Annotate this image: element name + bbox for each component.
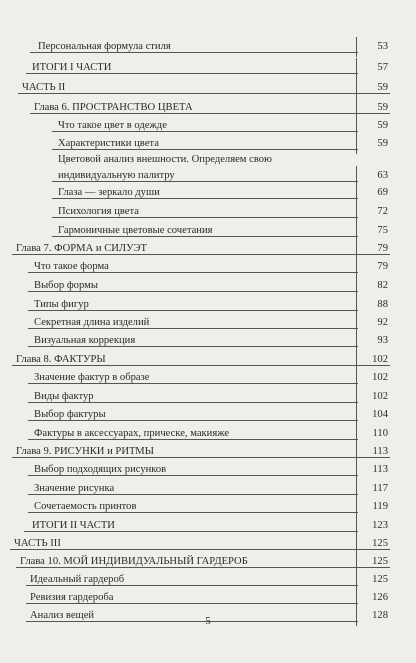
toc-entry-page: 92 — [377, 317, 388, 328]
toc-underline — [26, 585, 358, 586]
toc-underline — [10, 549, 390, 550]
toc-entry-title: Виды фактур — [34, 391, 94, 402]
toc-underline — [28, 475, 358, 476]
toc-entry — [0, 368, 416, 388]
toc-underline — [52, 198, 358, 199]
toc-underline — [52, 131, 358, 132]
toc-entry-title: Персональная формула стиля — [38, 41, 171, 52]
toc-divider — [356, 295, 357, 315]
toc-entry-title: Цветовой анализ внешности. Определяем свою — [58, 154, 272, 165]
toc-divider — [356, 497, 357, 517]
toc-entry-title: Ревизия гардероба — [30, 592, 114, 603]
toc-entry-page: 75 — [377, 225, 388, 236]
toc-entry-title: Идеальный гардероб — [30, 574, 125, 585]
toc-entry — [0, 552, 416, 572]
toc-entry-page: 102 — [372, 391, 388, 402]
toc-entry — [0, 534, 416, 554]
toc-entry — [0, 387, 416, 407]
toc-entry-page: 104 — [372, 409, 388, 420]
toc-entry-title: Глаза — зеркало души — [58, 187, 160, 198]
toc-entry — [0, 116, 416, 136]
toc-divider — [356, 387, 357, 407]
toc-underline — [28, 328, 358, 329]
toc-underline — [16, 567, 390, 568]
toc-entry — [0, 221, 416, 241]
page-number: 5 — [205, 615, 211, 627]
toc-entry-title: Что такое цвет в одежде — [58, 120, 167, 131]
toc-entry-title: Глава 7. ФОРМА и СИЛУЭТ — [16, 243, 147, 254]
toc-underline — [28, 291, 358, 292]
toc-entry-title: Анализ вещей — [30, 610, 95, 621]
toc-entry-page: 59 — [377, 82, 388, 93]
toc-entry — [0, 350, 416, 370]
toc-divider — [356, 516, 357, 536]
toc-entry-title: Фактуры в аксессуарах, прическе, макияже — [34, 428, 230, 439]
toc-divider — [356, 239, 357, 259]
toc-entry-page: 72 — [377, 206, 388, 217]
toc-underline — [52, 181, 358, 182]
toc-entry — [0, 257, 416, 277]
toc-entry-title: Значение фактур в образе — [34, 372, 150, 383]
toc-entry-title: Значение рисунка — [34, 483, 115, 494]
toc-entry-page: 117 — [372, 483, 388, 494]
toc-entry-page: 57 — [377, 62, 388, 73]
toc-entry-title: Визуальная коррекция — [34, 335, 136, 346]
toc-underline — [28, 439, 358, 440]
toc-underline — [52, 217, 358, 218]
toc-entry — [0, 424, 416, 444]
toc-entry-title: Глава 8. ФАКТУРЫ — [16, 354, 106, 365]
toc-divider — [356, 331, 357, 351]
toc-divider — [356, 116, 357, 136]
toc-entry — [0, 313, 416, 333]
toc-entry-page: 53 — [377, 41, 388, 52]
toc-entry — [0, 276, 416, 296]
toc-underline — [12, 365, 390, 366]
toc-entry-title: Психология цвета — [58, 206, 139, 217]
toc-entry — [0, 497, 416, 517]
toc-entry-page: 113 — [372, 464, 388, 475]
toc-divider — [356, 37, 357, 57]
toc-entry-title: Глава 10. МОЙ ИНДИВИДУАЛЬНЫЙ ГАРДЕРОБ — [20, 556, 248, 567]
toc-entry-page: 79 — [377, 261, 388, 272]
toc-entry-page: 79 — [377, 243, 388, 254]
toc-underline — [12, 457, 390, 458]
toc-entry — [0, 295, 416, 315]
toc-entry — [0, 202, 416, 222]
toc-entry-page: 59 — [377, 120, 388, 131]
toc-underline — [28, 383, 358, 384]
toc-entry-title: индивидуальную палитру — [58, 170, 175, 181]
toc-underline — [24, 531, 358, 532]
toc-entry-page: 59 — [377, 138, 388, 149]
toc-entry — [0, 570, 416, 590]
toc-entry-page: 126 — [372, 592, 388, 603]
toc-entry-title: Секретная длина изделий — [34, 317, 150, 328]
toc-underline — [28, 346, 358, 347]
toc-entry-page: 125 — [372, 538, 388, 549]
toc-divider — [356, 460, 357, 480]
toc-entry — [0, 239, 416, 259]
toc-underline — [28, 512, 358, 513]
toc-entry-title: Выбор фактуры — [34, 409, 106, 420]
toc-divider — [356, 257, 357, 277]
toc-divider — [356, 534, 357, 554]
toc-entry — [0, 37, 416, 57]
toc-divider — [356, 588, 357, 608]
toc-entry-page: 102 — [372, 354, 388, 365]
toc-entry-title: ЧАСТЬ III — [14, 538, 61, 549]
toc-entry-page: 88 — [377, 299, 388, 310]
toc-entry-page: 59 — [377, 102, 388, 113]
toc-entry-page: 82 — [377, 280, 388, 291]
toc-entry-title: Глава 6. ПРОСТРАНСТВО ЦВЕТА — [34, 102, 193, 113]
toc-entry-page: 123 — [372, 520, 388, 531]
toc-entry — [0, 405, 416, 425]
toc-entry — [0, 58, 416, 78]
toc-underline — [28, 310, 358, 311]
toc-entry-page: 119 — [372, 501, 388, 512]
toc-entry-title: ИТОГИ I ЧАСТИ — [32, 62, 112, 73]
toc-underline — [18, 93, 390, 94]
toc-entry-page: 125 — [372, 574, 388, 585]
toc-divider — [356, 313, 357, 333]
toc-entry — [0, 479, 416, 499]
toc-divider — [356, 424, 357, 444]
toc-entry-title: Выбор подходящих рисунков — [34, 464, 167, 475]
toc-entry-page: 93 — [377, 335, 388, 346]
toc-entry — [0, 460, 416, 480]
toc-underline — [28, 272, 358, 273]
toc-entry-page: 128 — [372, 610, 388, 621]
toc-entry — [0, 183, 416, 203]
toc-divider — [356, 570, 357, 590]
toc-entry — [0, 78, 416, 98]
toc-divider — [356, 442, 357, 462]
toc-divider — [356, 350, 357, 370]
toc-entry-page: 102 — [372, 372, 388, 383]
toc-entry-title: Выбор формы — [34, 280, 98, 291]
toc-divider — [356, 479, 357, 499]
toc-underline — [26, 73, 358, 74]
toc-entry-title: Что такое форма — [34, 261, 109, 272]
toc-entry-title: ИТОГИ II ЧАСТИ — [32, 520, 115, 531]
toc-divider — [356, 78, 357, 98]
toc-divider — [356, 221, 357, 241]
toc-entry-title: Гармоничные цветовые сочетания — [58, 225, 213, 236]
toc-underline — [28, 420, 358, 421]
toc-entry — [0, 588, 416, 608]
toc-divider — [356, 202, 357, 222]
toc-divider — [356, 276, 357, 296]
toc-entry-page: 125 — [372, 556, 388, 567]
toc-entry — [0, 442, 416, 462]
toc-entry-title: Типы фигур — [34, 299, 89, 310]
toc-entry — [0, 516, 416, 536]
toc-entry — [0, 98, 416, 118]
toc-divider — [356, 98, 357, 118]
toc-entry — [0, 331, 416, 351]
toc-entry-page: 110 — [372, 428, 388, 439]
toc-divider — [356, 368, 357, 388]
toc-underline — [28, 494, 358, 495]
toc-entry-page: 113 — [372, 446, 388, 457]
toc-underline — [28, 402, 358, 403]
toc-underline — [30, 52, 358, 53]
toc-divider — [356, 552, 357, 572]
toc-entry-title: Характеристики цвета — [58, 138, 159, 149]
toc-entry-title: Глава 9. РИСУНКИ и РИТМЫ — [16, 446, 154, 457]
toc-entry-page: 63 — [377, 170, 388, 181]
toc-entry-title: Сочетаемость принтов — [34, 501, 137, 512]
toc-divider — [356, 405, 357, 425]
toc-divider — [356, 183, 357, 203]
toc-underline — [12, 254, 390, 255]
toc-entry-page: 69 — [377, 187, 388, 198]
toc-underline — [52, 236, 358, 237]
toc-underline — [26, 603, 358, 604]
toc-entry-title: ЧАСТЬ II — [22, 82, 66, 93]
toc-divider — [356, 58, 357, 78]
toc-underline — [30, 113, 390, 114]
